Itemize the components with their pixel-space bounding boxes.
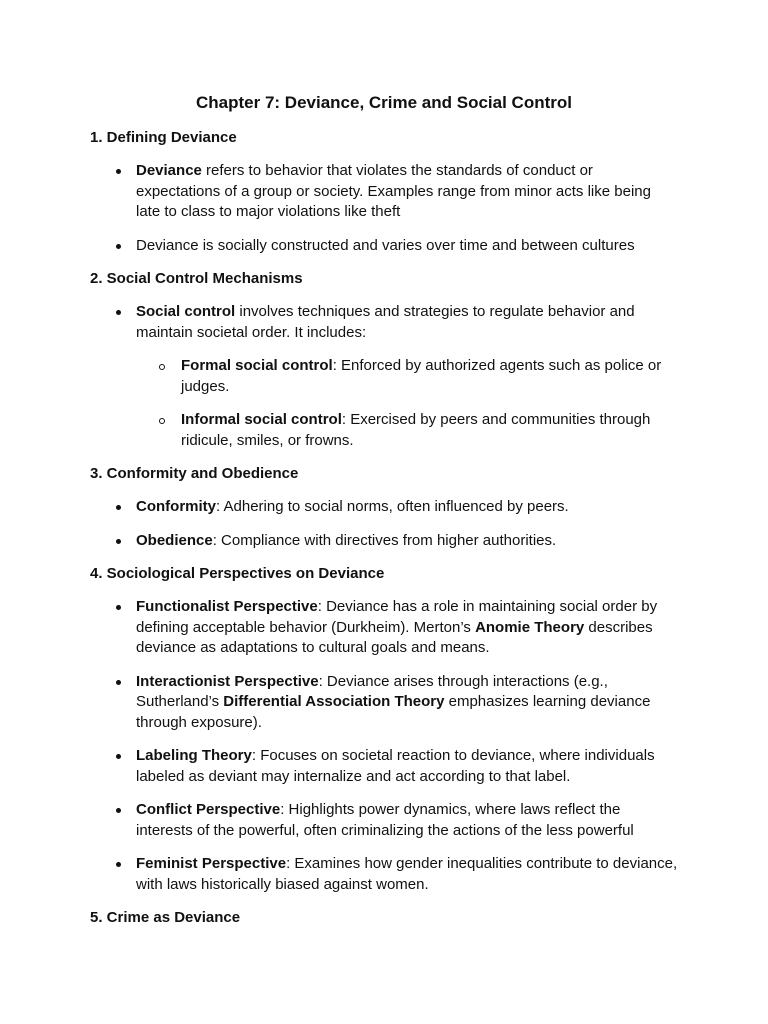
term: Differential Association Theory [223,693,445,710]
definition-text: : Deviance has a role in maintaining social order by defining acceptable behavior (Durkheim). Merton’s [136,598,658,636]
list-item [90,302,678,343]
definition-text: : Adhering to social norms, often influenced by peers. [216,498,569,515]
hollow-bullet-icon [159,364,165,370]
bullet-icon [116,539,121,544]
definition-text: describes deviance as adaptations to cultural goals and means. [136,618,653,656]
definition-text: involves techniques and strategies to regulate behavior and maintain societal order. It includes: [136,303,635,341]
section-heading-conformity: 3. Conformity and Obedience [90,465,299,482]
term: Conformity [136,498,216,515]
definition-text: : Focuses on societal reaction to deviance, where individuals labeled as deviant may internalize and act according to that label. [136,747,655,785]
list-item [90,236,678,257]
section-2-sublist [90,355,678,451]
term: Labeling Theory [136,747,252,764]
list-item [90,854,678,895]
term: Informal social control [181,411,342,428]
definition-text: : Examines how gender inequalities contribute to deviance, with laws historically biased against women. [136,855,678,893]
list-item [90,161,678,223]
bullet-icon [116,505,121,510]
definition-text: : Compliance with directives from higher authorities. [212,531,557,549]
list-item [90,800,678,841]
section-1-list [90,161,678,256]
definition-text: : Enforced by authorized agents such as police or judges. [181,357,662,395]
item-text: Deviance is socially constructed and varies over time and between cultures [136,236,635,254]
sub-list-item [90,409,678,451]
term: Deviance [136,162,202,179]
bullet-icon [116,754,121,759]
definition-text: : Highlights power dynamics, where laws reflect the interests of the powerful, often criminalizing the actions of the less powerful [136,801,634,839]
definition-text: emphasizes learning deviance through exposure). [136,693,651,731]
definition-text: : Deviance arises through interactions (e.g., Sutherland’s [136,672,608,710]
list-item [90,497,678,518]
bullet-icon [116,169,121,174]
term: Social control [136,303,236,320]
section-4-list [90,597,678,895]
section-heading-defining-deviance: 1. Defining Deviance [90,129,237,146]
list-item [90,672,678,734]
list-item [90,531,678,552]
bullet-icon [116,862,121,867]
definition-text: refers to behavior that violates the standards of conduct or expectations of a group or society. Examples range from minor acts like being late to class to major violations like theft [136,162,651,220]
section-heading-social-control: 2. Social Control Mechanisms [90,270,303,287]
section-heading-crime: 5. Crime as Deviance [90,909,241,926]
bullet-icon [116,808,121,813]
hollow-bullet-icon [159,418,165,424]
term: Feminist Perspective [136,855,287,872]
bullet-icon [116,605,121,610]
page-title: Chapter 7: Deviance, Crime and Social Control [196,93,572,112]
list-item [90,746,678,787]
term: Formal social control [181,357,333,374]
term: Interactionist Perspective [136,672,319,690]
bullet-icon [116,244,121,249]
definition-text: : Exercised by peers and communities through ridicule, smiles, or frowns. [181,411,651,449]
section-heading-perspectives: 4. Sociological Perspectives on Deviance [90,565,385,582]
list-item [90,597,678,659]
section-2-list [90,302,678,343]
term: Functionalist Perspective [136,598,318,615]
sub-list-item [90,355,678,397]
section-3-list [90,497,678,551]
term: Anomie Theory [475,618,585,636]
term: Conflict Perspective [136,801,281,818]
bullet-icon [116,310,121,315]
term: Obedience [136,531,213,549]
bullet-icon [116,680,121,685]
